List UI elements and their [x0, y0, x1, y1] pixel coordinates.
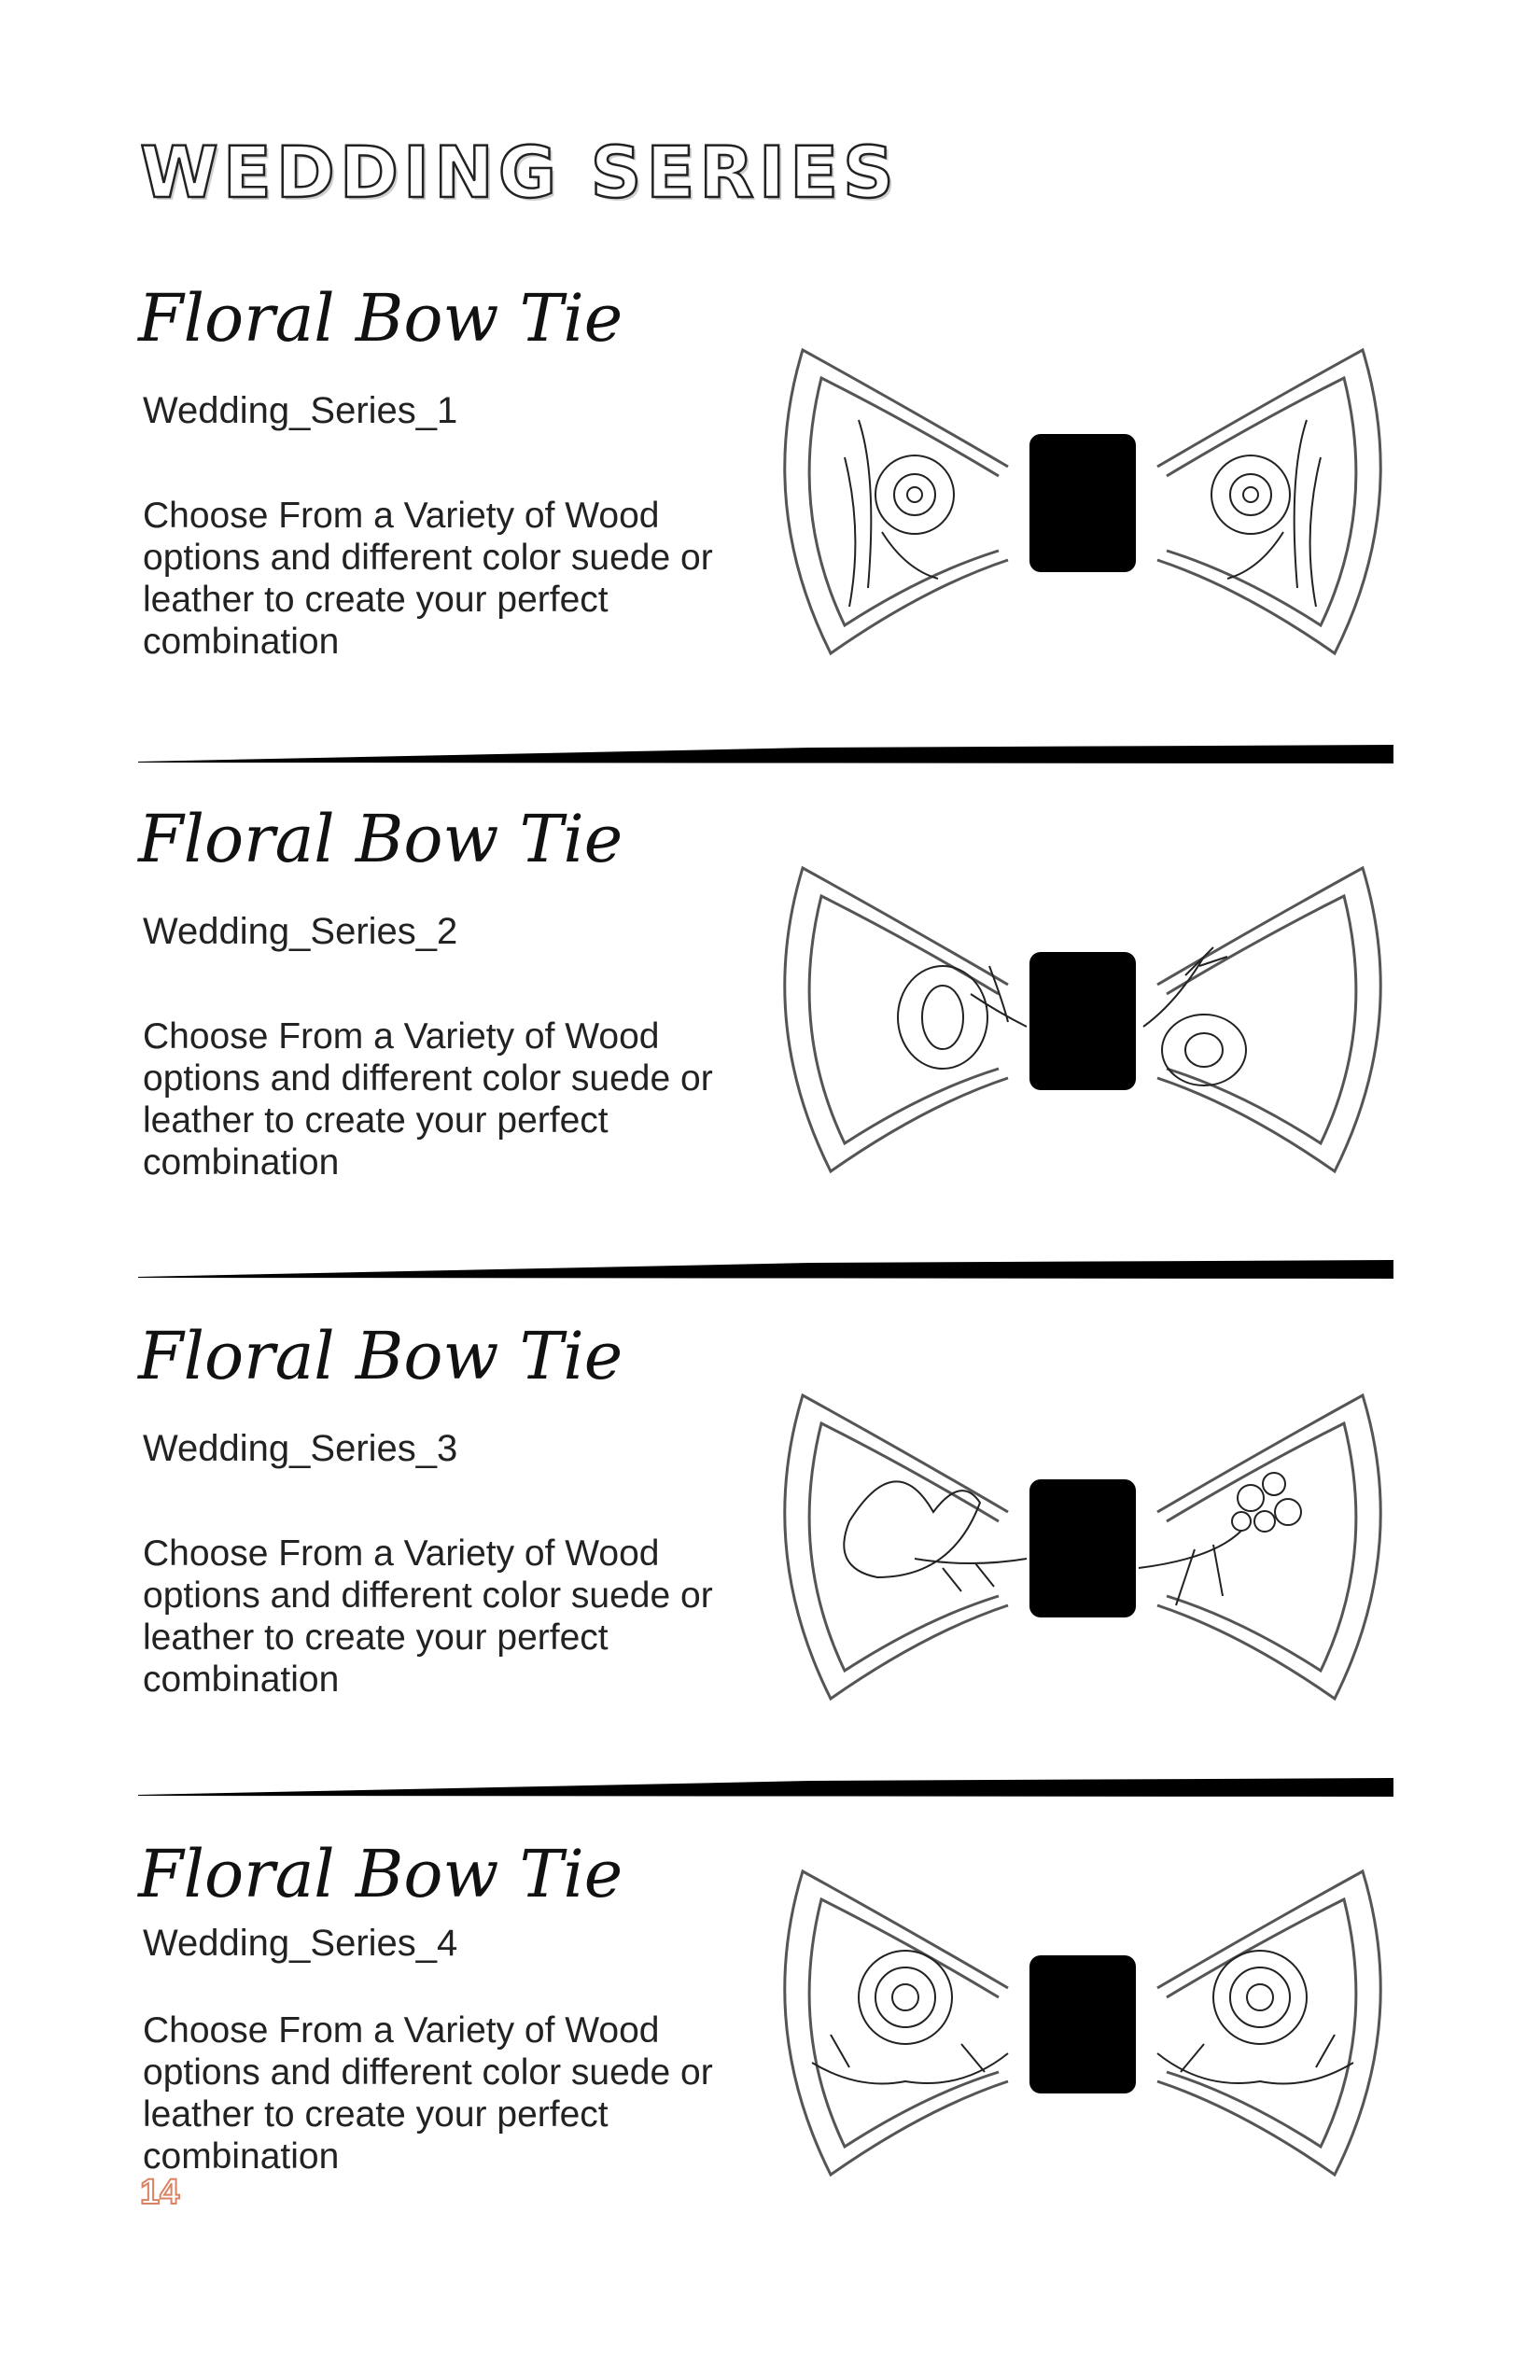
floral-bowtie-icon [775, 863, 1391, 1190]
product-code: Wedding_Series_3 [143, 1428, 458, 1469]
product-name: Floral Bow Tie [138, 1836, 623, 1912]
product-name: Floral Bow Tie [138, 801, 623, 877]
product-name: Floral Bow Tie [138, 280, 623, 357]
page-number: 14 [140, 2173, 180, 2212]
floral-bowtie-icon [775, 345, 1391, 672]
product-description: Choose From a Variety of Wood options and different color suede or leather to create your perfect combination [143, 1016, 713, 1183]
section-divider [138, 1260, 1393, 1279]
product-description: Choose From a Variety of Wood options and different color suede or leather to create your perfect combination [143, 496, 713, 662]
section-divider [138, 745, 1393, 763]
product-code: Wedding_Series_1 [143, 390, 458, 431]
floral-bowtie-icon [775, 1391, 1391, 1717]
section-divider [138, 1778, 1393, 1797]
product-description: Choose From a Variety of Wood options and different color suede or leather to create your perfect combination [143, 2010, 713, 2177]
product-name: Floral Bow Tie [138, 1318, 623, 1394]
floral-bowtie-icon [775, 1867, 1391, 2193]
product-code: Wedding_Series_2 [143, 911, 458, 952]
product-code: Wedding_Series_4 [143, 1923, 458, 1964]
product-description: Choose From a Variety of Wood options and different color suede or leather to create your perfect combination [143, 1533, 713, 1700]
page-title: WEDDING SERIES [140, 131, 899, 214]
